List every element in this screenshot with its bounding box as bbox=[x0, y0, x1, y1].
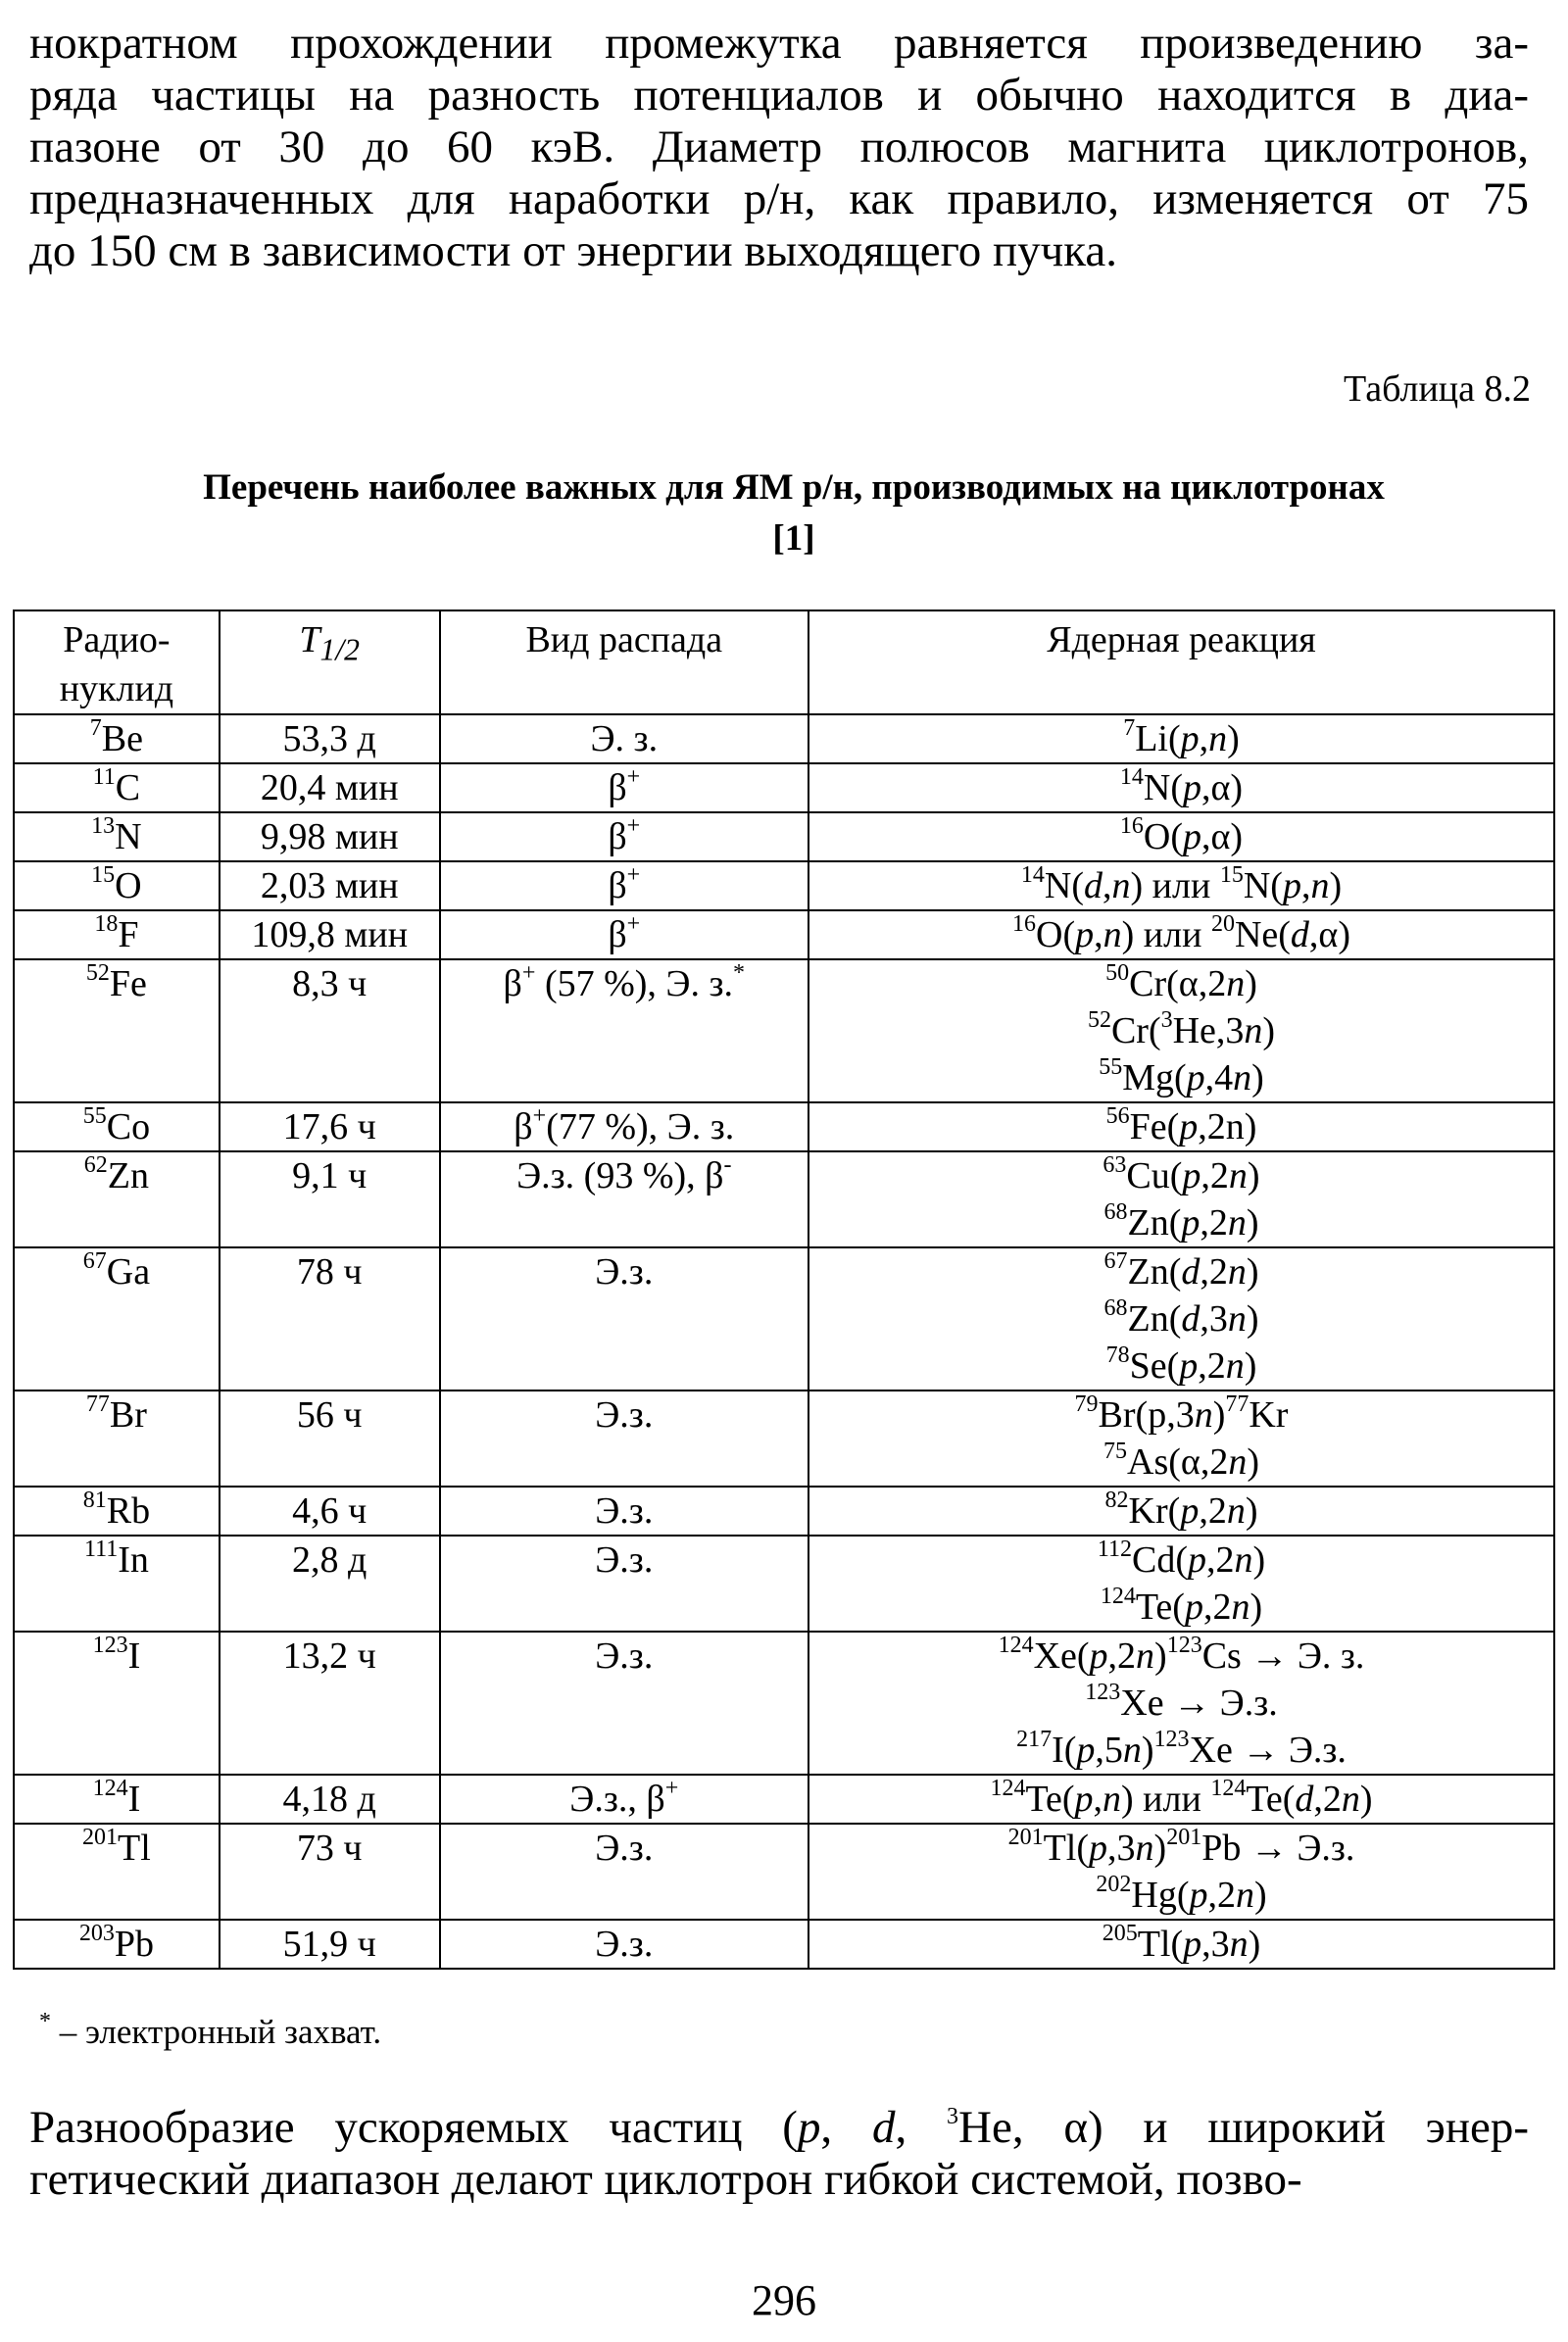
reaction-line: $^{82}$Kr(p,2n) bbox=[1104, 1488, 1258, 1532]
table-row bbox=[14, 1102, 1554, 1151]
cell-decay: β+ bbox=[440, 763, 808, 812]
reaction-line: $^{52}$Cr($^3$He,3n) bbox=[1087, 1007, 1276, 1051]
table-row bbox=[14, 1824, 1554, 1920]
reaction-line: $^{56}$Fe(p,2n) bbox=[1105, 1103, 1257, 1147]
cell-nuclide: $^{201}$Tl bbox=[14, 1824, 220, 1920]
cell-decay: β+ bbox=[440, 861, 808, 910]
table-row bbox=[14, 1775, 1554, 1824]
reaction-line: $^{217}I(p,5n)^{123}Xe \to Э.з$. bbox=[1016, 1727, 1347, 1771]
header-reaction: Ядерная реакция bbox=[808, 610, 1554, 714]
cell-decay: Э.з. (93 %), β- bbox=[440, 1151, 808, 1247]
cell-reaction bbox=[808, 1102, 1554, 1151]
cell-reaction bbox=[808, 1487, 1554, 1536]
cell-nuclide: $^{52}$Fe bbox=[14, 959, 220, 1102]
cell-reaction bbox=[808, 1536, 1554, 1632]
cell-nuclide: $^{111}$In bbox=[14, 1536, 220, 1632]
cell-nuclide: $^{123}$I bbox=[14, 1632, 220, 1775]
cell-decay: Э.з. bbox=[440, 1247, 808, 1391]
reaction-line: $^{201}Tl(p,3n)^{201}Pb \to Э.з$. bbox=[1007, 1825, 1355, 1869]
reaction-line: $^{55}$Mg(p,4n) bbox=[1099, 1054, 1264, 1098]
table-row bbox=[14, 714, 1554, 763]
cell-nuclide: $^{77}$Br bbox=[14, 1391, 220, 1487]
cell-half-life: 9,1 ч bbox=[220, 1151, 440, 1247]
table-title-line-1: Перечень наиболее важных для ЯМ р/н, производимых на циклотронах bbox=[203, 467, 1385, 508]
reaction-line: $^7$Li(p,n) bbox=[1123, 715, 1240, 759]
cell-decay: Э. з. bbox=[440, 714, 808, 763]
cell-reaction bbox=[808, 1247, 1554, 1391]
cell-reaction bbox=[808, 1632, 1554, 1775]
cell-reaction bbox=[808, 1824, 1554, 1920]
table-body bbox=[14, 714, 1554, 1969]
cell-nuclide: $^{124}$I bbox=[14, 1775, 220, 1824]
cell-decay: Э.з. bbox=[440, 1824, 808, 1920]
reaction-line: $^{16}$O(p,α) bbox=[1119, 813, 1244, 857]
cell-decay: Э.з. bbox=[440, 1391, 808, 1487]
cell-nuclide: $^7$Be bbox=[14, 714, 220, 763]
cell-nuclide: $^{55}$Co bbox=[14, 1102, 220, 1151]
cell-decay: Э.з. bbox=[440, 1536, 808, 1632]
table-row bbox=[14, 1920, 1554, 1969]
intro-paragraph bbox=[29, 18, 1529, 277]
cell-nuclide: $^{67}$Ga bbox=[14, 1247, 220, 1391]
reaction-line: $^{50}$Cr(α,2n) bbox=[1105, 960, 1257, 1004]
cell-nuclide: $^{18}$F bbox=[14, 910, 220, 959]
outro-paragraph bbox=[29, 2102, 1529, 2206]
cell-half-life: 4,18 д bbox=[220, 1775, 440, 1824]
table-row bbox=[14, 861, 1554, 910]
cell-half-life: 2,8 д bbox=[220, 1536, 440, 1632]
cell-half-life: 53,3 д bbox=[220, 714, 440, 763]
table-row bbox=[14, 763, 1554, 812]
radionuclide-table bbox=[13, 610, 1555, 1970]
table-title-line-2: [1] bbox=[772, 518, 815, 559]
cell-nuclide: $^{203}$Pb bbox=[14, 1920, 220, 1969]
cell-decay: Э.з. bbox=[440, 1632, 808, 1775]
reaction-line: $^{68}$Zn(d,3n) bbox=[1103, 1295, 1259, 1340]
cell-decay: β+ (57 %), Э. з.* bbox=[440, 959, 808, 1102]
cell-reaction bbox=[808, 763, 1554, 812]
cell-nuclide: $^{11}$C bbox=[14, 763, 220, 812]
intro-paragraph-line: нократном прохождении промежутка равняется произведению за- bbox=[29, 18, 1529, 69]
cell-decay: Э.з. bbox=[440, 1487, 808, 1536]
intro-paragraph-line: предназначенных для наработки р/н, как правило, изменяется от 75 bbox=[29, 173, 1529, 224]
cell-nuclide: $^{13}$N bbox=[14, 812, 220, 861]
reaction-line: $^{124}$Te(p,2n) bbox=[1100, 1584, 1263, 1628]
table-row bbox=[14, 1391, 1554, 1487]
reaction-line: $^{68}$Zn(p,2n) bbox=[1103, 1199, 1259, 1244]
reaction-line: $^{124}$Te(p,n) или $^{124}$Te(d,2n) bbox=[990, 1776, 1373, 1820]
reaction-line: $^{124}Xe(p,2n)^{123}Cs \to Э$. з. bbox=[998, 1633, 1365, 1677]
table-row bbox=[14, 959, 1554, 1102]
cell-decay: Э.з., β+ bbox=[440, 1775, 808, 1824]
cell-reaction bbox=[808, 861, 1554, 910]
footnote: * – электронный захват. bbox=[39, 2009, 382, 2051]
cell-half-life: 13,2 ч bbox=[220, 1632, 440, 1775]
intro-paragraph-line: пазоне от 30 до 60 кэВ. Диаметр полюсов магнита циклотронов, bbox=[29, 122, 1529, 172]
reaction-line: $^{78}$Se(p,2n) bbox=[1105, 1342, 1257, 1387]
cell-reaction bbox=[808, 959, 1554, 1102]
cell-half-life: 8,3 ч bbox=[220, 959, 440, 1102]
cell-decay: Э.з. bbox=[440, 1920, 808, 1969]
table-label: Таблица 8.2 bbox=[1343, 368, 1531, 410]
cell-half-life: 4,6 ч bbox=[220, 1487, 440, 1536]
cell-reaction bbox=[808, 714, 1554, 763]
cell-half-life: 78 ч bbox=[220, 1247, 440, 1391]
reaction-line: $^{63}$Cu(p,2n) bbox=[1102, 1152, 1260, 1196]
reaction-line: $^{14}$N(p,α) bbox=[1119, 764, 1244, 808]
table-row bbox=[14, 1247, 1554, 1391]
cell-reaction bbox=[808, 1391, 1554, 1487]
reaction-line: $^{67}$Zn(d,2n) bbox=[1103, 1248, 1259, 1293]
header-nuclide: Радио-нуклид bbox=[14, 610, 220, 714]
cell-nuclide: $^{81}$Rb bbox=[14, 1487, 220, 1536]
intro-paragraph-line: ряда частицы на разность потенциалов и обычно находится в диа- bbox=[29, 70, 1529, 121]
cell-half-life: 51,9 ч bbox=[220, 1920, 440, 1969]
cell-half-life: 9,98 мин bbox=[220, 812, 440, 861]
reaction-line: $^{79}Br(p,3n)^{77}Kr$ bbox=[1074, 1391, 1289, 1436]
outro-paragraph-line: Разнообразие ускоряемых частиц (p, d, $^3$He, α) и широкий энер- bbox=[29, 2102, 1529, 2153]
page-number: 296 bbox=[752, 2276, 816, 2324]
table-row bbox=[14, 1151, 1554, 1247]
outro-paragraph-line: гетический диапазон делают циклотрон гибкой системой, позво- bbox=[29, 2154, 1302, 2205]
reaction-line: $^{16}$O(p,n) или $^{20}$Ne(d,α) bbox=[1012, 911, 1350, 955]
cell-half-life: 109,8 мин bbox=[220, 910, 440, 959]
table-row bbox=[14, 1632, 1554, 1775]
cell-nuclide: $^{15}$O bbox=[14, 861, 220, 910]
table-header-row bbox=[14, 610, 1554, 714]
cell-half-life: 2,03 мин bbox=[220, 861, 440, 910]
cell-reaction bbox=[808, 1920, 1554, 1969]
cell-decay: β+ bbox=[440, 910, 808, 959]
cell-reaction bbox=[808, 910, 1554, 959]
cell-reaction bbox=[808, 1151, 1554, 1247]
reaction-line: $^{112}$Cd(p,2n) bbox=[1097, 1537, 1266, 1581]
cell-half-life: 17,6 ч bbox=[220, 1102, 440, 1151]
reaction-line: $^{14}$N(d,n) или $^{15}$N(p,n) bbox=[1020, 862, 1343, 906]
cell-decay: β+(77 %), Э. з. bbox=[440, 1102, 808, 1151]
header-decay: Вид распада bbox=[440, 610, 808, 714]
cell-reaction bbox=[808, 812, 1554, 861]
cell-half-life: 73 ч bbox=[220, 1824, 440, 1920]
cell-nuclide: $^{62}$Zn bbox=[14, 1151, 220, 1247]
header-half-life: $T_{1/2}$ bbox=[220, 610, 440, 714]
reaction-line: $^{75}$As(α,2n) bbox=[1103, 1439, 1259, 1483]
cell-reaction bbox=[808, 1775, 1554, 1824]
reaction-line: $^{202}$Hg(p,2n) bbox=[1096, 1872, 1267, 1916]
reaction-line: $^{123}$Xe → Э.з. bbox=[1085, 1680, 1278, 1724]
table-row bbox=[14, 1536, 1554, 1632]
table-row bbox=[14, 910, 1554, 959]
intro-paragraph-line: до 150 см в зависимости от энергии выходящего пучка. bbox=[29, 225, 1117, 276]
cell-decay: β+ bbox=[440, 812, 808, 861]
cell-half-life: 56 ч bbox=[220, 1391, 440, 1487]
table-row bbox=[14, 812, 1554, 861]
reaction-line: $^{205}$Tl(p,3n) bbox=[1102, 1921, 1261, 1965]
table-title bbox=[108, 463, 1480, 564]
cell-half-life: 20,4 мин bbox=[220, 763, 440, 812]
table-row bbox=[14, 1487, 1554, 1536]
